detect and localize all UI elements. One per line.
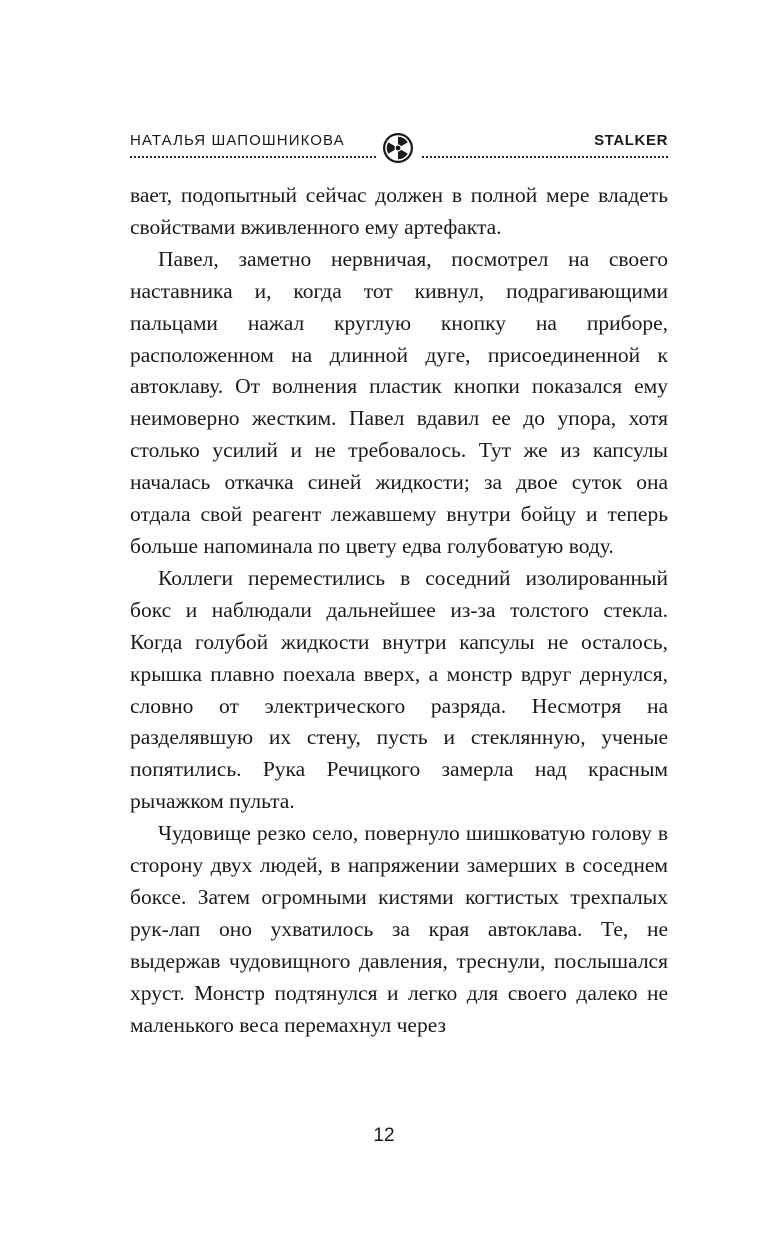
series-name: STALKER bbox=[594, 132, 668, 149]
paragraph: Павел, заметно нервничая, посмотрел на своего наставника и, когда тот кивнул, подрагивающими пальцами нажал круглую кнопку на приборе, расположенном на длинной дуге, присоединенной к автоклаву. От волнения пластик кнопки показался ему неимоверно жестким. Павел вдавил ее до упора, хотя столько усилий и не требовалось. Тут же из капсулы началась откачка синей жидкости; за двое суток она отдала свой реагент лежавшему внутри бойцу и теперь больше напоминала по цвету едва голубоватую воду. bbox=[130, 246, 668, 558]
running-header bbox=[130, 130, 668, 164]
paragraph: Чудовище резко село, повернуло шишковатую голову в сторону двух людей, в напряжении замерших в соседнем боксе. Затем огромными кистями когтистых трехпалых рук-лап оно ухватилось за края автоклава. Те, не выдержав чудовищного давления, треснули, послышался хруст. Монстр подтянулся и легко для своего далеко не маленького веса перемахнул через bbox=[130, 821, 668, 1037]
body-text bbox=[130, 180, 668, 1041]
header-dotted-rule-left bbox=[130, 156, 376, 158]
page-number: 12 bbox=[373, 1125, 395, 1146]
paragraph: Коллеги переместились в соседний изолированный бокс и наблюдали дальнейшее из-за толстого стекла. Когда голубой жидкости внутри капсулы не осталось, крышка плавно поехала вверх, а монстр вдруг дернулся, словно от электрического разряда. Несмотря на разделявшую их стену, пусть и стеклянную, ученые попятились. Рука Речицкого замерла над красным рычажком пульта. bbox=[130, 565, 668, 814]
author-name: НАТАЛЬЯ ШАПОШНИКОВА bbox=[130, 132, 345, 149]
radiation-icon bbox=[382, 132, 414, 164]
paragraph: вает, подопытный сейчас должен в полной мере владеть свойствами вживленного ему артефакта. bbox=[130, 183, 668, 239]
header-dotted-rule-right bbox=[422, 156, 668, 158]
